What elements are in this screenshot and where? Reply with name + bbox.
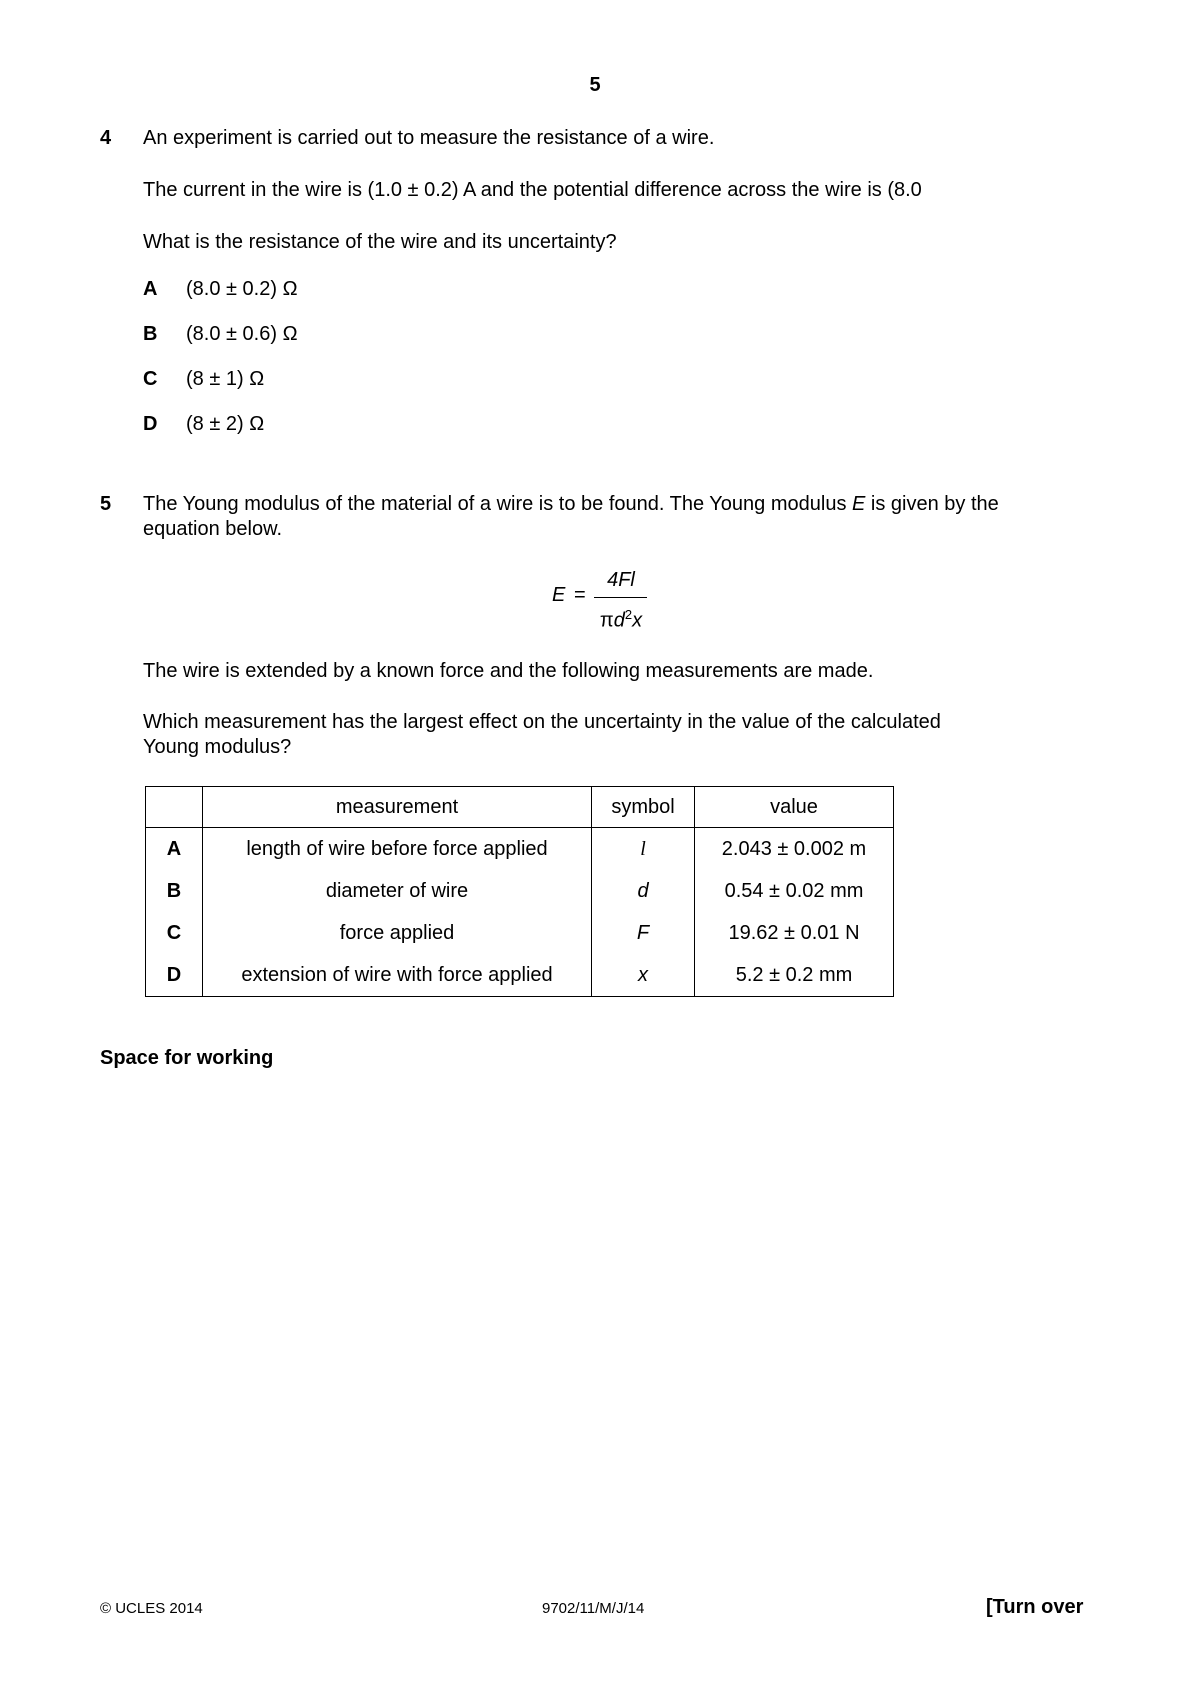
row-symbol: l — [592, 828, 695, 871]
table-row — [146, 954, 894, 997]
row-value: 5.2 ± 0.2 mm — [695, 954, 894, 997]
table-row — [146, 870, 894, 912]
question-5-question-line-1: Which measurement has the largest effect on the uncertainty in the value of the calculated — [143, 711, 941, 733]
question-4-stem-line-2: The current in the wire is (1.0 ± 0.2) A and the potential difference across the wire is (8.0 — [143, 179, 922, 201]
row-measurement: diameter of wire — [203, 870, 592, 912]
question-5-stem-line-1 — [143, 492, 999, 516]
table-header-symbol: symbol — [592, 787, 695, 828]
formula-pi: π — [599, 609, 614, 632]
formula-numerator: 4Fl — [607, 569, 635, 591]
q5-line1-post: is given by the — [870, 493, 999, 515]
footer-turn-over: [Turn over — [986, 1596, 1084, 1618]
row-symbol: d — [592, 870, 695, 912]
formula-denominator — [593, 607, 649, 633]
formula-x: x — [632, 609, 643, 632]
formula-fraction-bar — [594, 597, 647, 598]
q4-option-b-text: (8.0 ± 0.6) Ω — [186, 323, 298, 345]
q4-option-a-letter: A — [143, 278, 158, 300]
question-5-stem-line-3: The wire is extended by a known force and the following measurements are made. — [143, 660, 874, 682]
question-5-question-line-2: Young modulus? — [143, 736, 292, 758]
row-value: 2.043 ± 0.002 m — [695, 828, 894, 871]
q5-line1-var: E — [852, 493, 866, 515]
q4-option-b-letter: B — [143, 323, 158, 345]
formula-lhs: E — [552, 584, 566, 606]
formula-exponent: 2 — [624, 607, 633, 622]
q4-option-c-text: (8 ± 1) Ω — [186, 368, 265, 390]
page-number: 5 — [589, 74, 601, 96]
footer-copyright: © UCLES 2014 — [100, 1600, 203, 1617]
q4-option-d-letter: D — [143, 413, 158, 435]
formula-equals: = — [574, 584, 586, 606]
row-symbol: F — [592, 912, 695, 954]
table-header-letter — [146, 787, 203, 828]
table-row — [146, 828, 894, 871]
question-4-number: 4 — [100, 127, 112, 149]
table-header-measurement: measurement — [203, 787, 592, 828]
space-for-working-label: Space for working — [100, 1047, 274, 1069]
row-measurement: force applied — [203, 912, 592, 954]
row-value: 19.62 ± 0.01 N — [695, 912, 894, 954]
formula-d: d — [613, 609, 625, 632]
table-row — [146, 912, 894, 954]
row-letter: C — [146, 912, 203, 954]
measurement-table — [145, 786, 894, 997]
table-header-row — [146, 787, 894, 828]
q4-option-a-text: (8.0 ± 0.2) Ω — [186, 278, 298, 300]
row-symbol: x — [592, 954, 695, 997]
q4-option-c-letter: C — [143, 368, 158, 390]
row-letter: D — [146, 954, 203, 997]
table-header-value: value — [695, 787, 894, 828]
row-value: 0.54 ± 0.02 mm — [695, 870, 894, 912]
question-4-stem-line-1: An experiment is carried out to measure the resistance of a wire. — [143, 127, 715, 149]
row-measurement: extension of wire with force applied — [203, 954, 592, 997]
row-letter: A — [146, 828, 203, 871]
q5-line1-pre: The Young modulus of the material of a wire is to be found. The Young modulus — [143, 493, 847, 515]
footer-paper-code: 9702/11/M/J/14 — [542, 1600, 645, 1617]
question-5-number: 5 — [100, 493, 112, 515]
row-measurement: length of wire before force applied — [203, 828, 592, 871]
row-letter: B — [146, 870, 203, 912]
question-4-question: What is the resistance of the wire and its uncertainty? — [143, 231, 617, 253]
question-5-stem-line-2: equation below. — [143, 518, 283, 540]
q4-option-d-text: (8 ± 2) Ω — [186, 413, 265, 435]
